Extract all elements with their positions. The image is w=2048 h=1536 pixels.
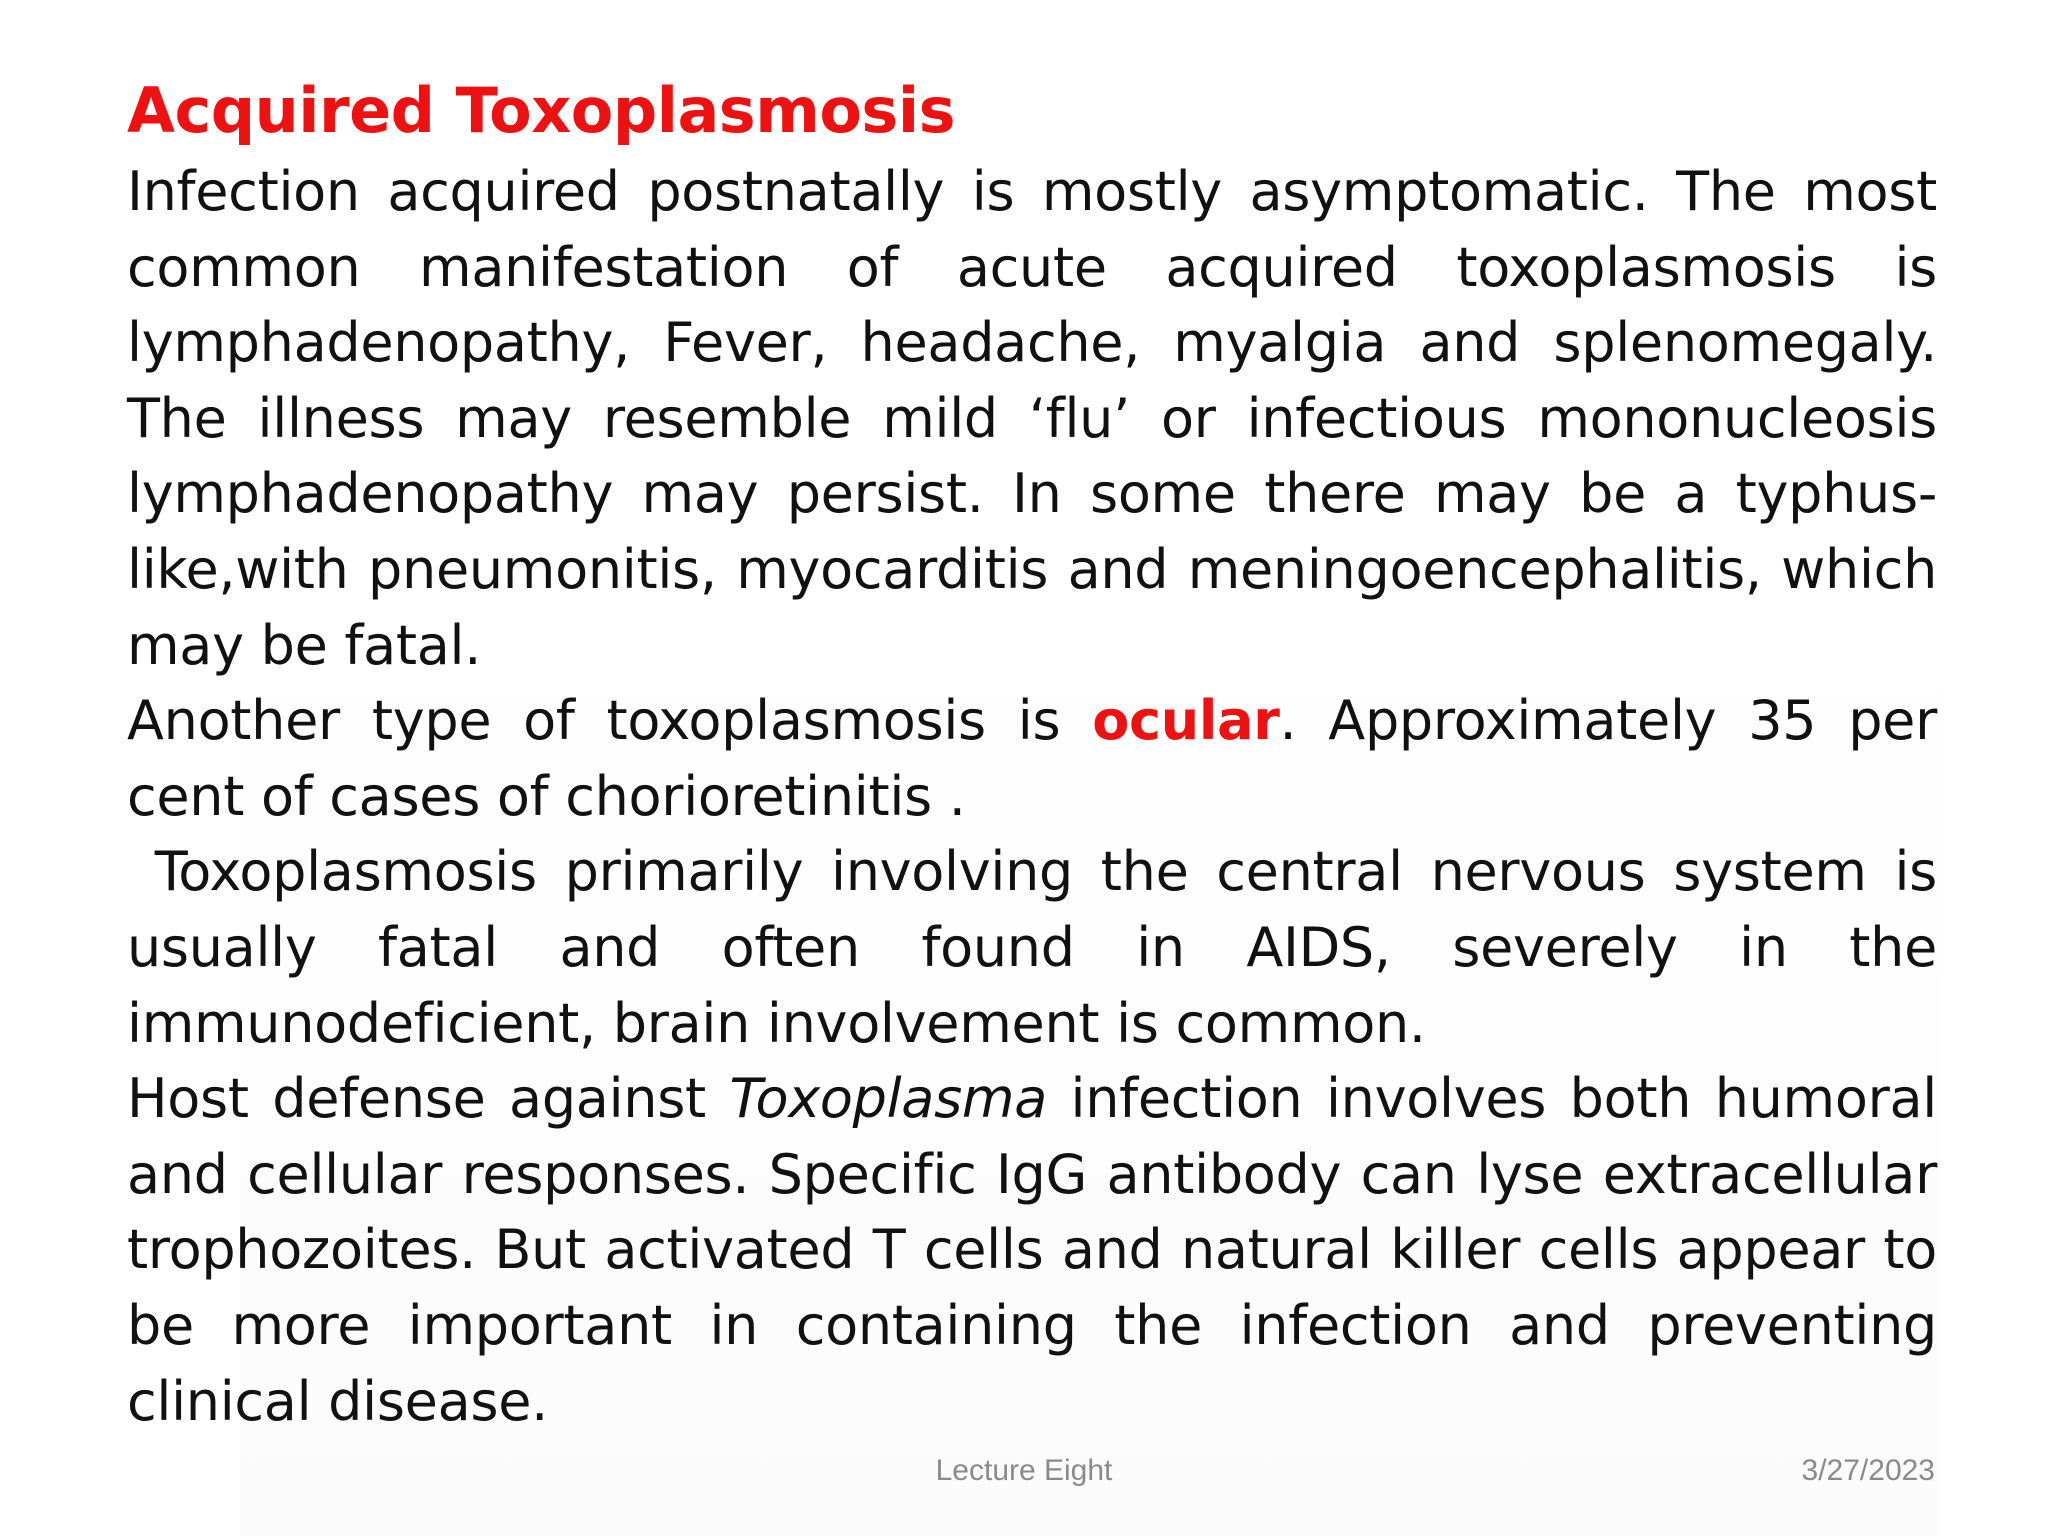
paragraph-host-defense [127, 1061, 1937, 1439]
slide-content [127, 68, 1954, 1439]
paragraph-ocular [127, 683, 1937, 834]
paragraph-ocular-after: . Approximately 35 per cent of cases of chorioretinitis . [127, 689, 1937, 828]
footer-lecture-label: Lecture Eight [935, 1454, 1113, 1487]
paragraph-cns: Toxoplasmosis primarily involving the central nervous system is usually fatal and often found in AIDS, severely in the immunodeficient, brain involvement is common. [127, 840, 1954, 1055]
paragraph-acquired-infection: Infection acquired postnatally is mostly asymptomatic. The most common manifestation of acute acquired toxoplasmosis is lymphadenopathy, Fever, headache, myalgia and splenomegaly. The illness may resemble mild ‘flu’ or infectious mononucleosis lymphadenopathy may persist. In some there may be a typhus-like,with pneumonitis, myocarditis and meningoencephalitis, which may be fatal. [127, 160, 1937, 677]
footer-date: 3/27/2023 [1801, 1454, 1935, 1487]
ocular-highlight: ocular [1092, 689, 1280, 753]
toxoplasma-italic: Toxoplasma [729, 1067, 1048, 1131]
paragraph-host-defense-before: Host defense against [127, 1067, 730, 1131]
paragraph-ocular-before: Another type of toxoplasmosis is [127, 689, 1093, 753]
paragraph-host-defense-after: infection involves both humoral and cellular responses. Specific IgG antibody can lyse extracellular trophozoites. But activated T cells and natural killer cells appear to be more important in containing the infection and preventing clinical disease. [127, 1067, 1937, 1433]
slide-title: Acquired Toxoplasmosis [127, 74, 955, 147]
